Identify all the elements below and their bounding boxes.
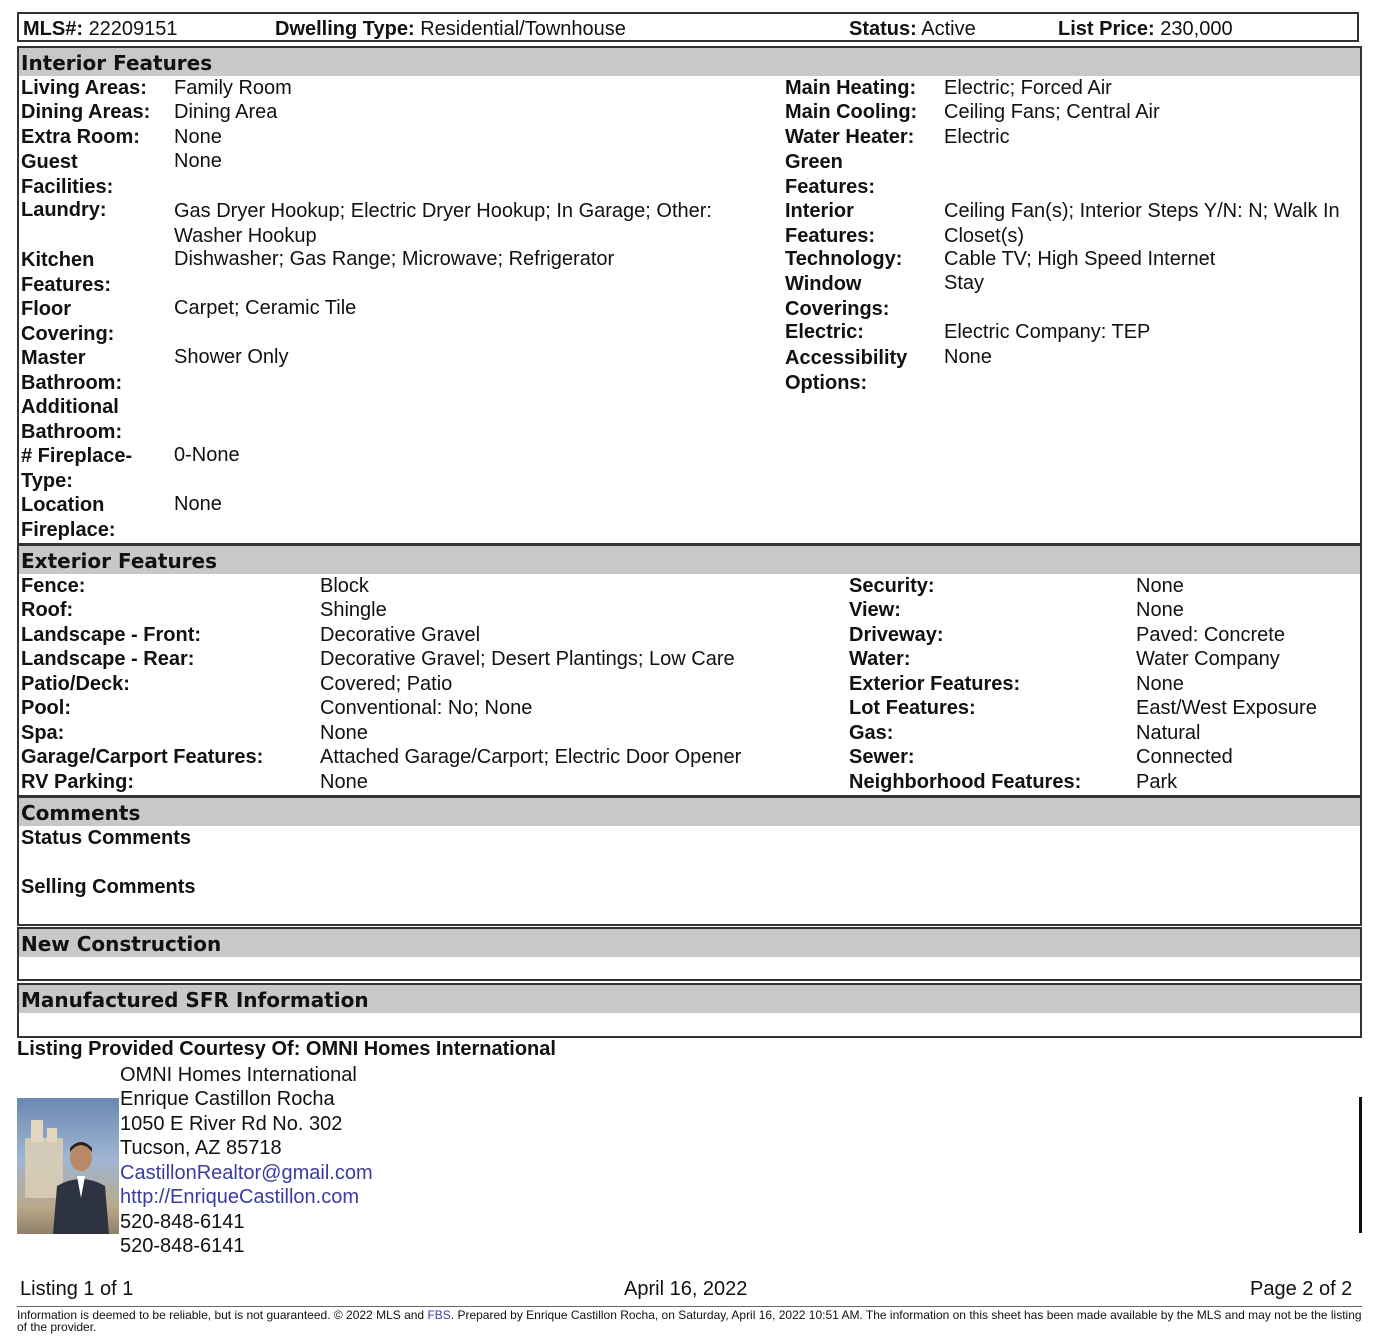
exterior-label: Roof: xyxy=(21,599,74,621)
exterior-label: Driveway: xyxy=(849,624,944,646)
exterior-label: View: xyxy=(849,599,901,621)
agent-photo xyxy=(17,1098,119,1234)
interior-label: Master Bathroom: xyxy=(21,347,123,394)
exterior-label: Gas: xyxy=(849,722,894,744)
interior-label: Main Heating: xyxy=(785,77,917,99)
disclaimer-text: . Prepared by Enrique Castillon Rocha, on Saturday, April 16, 2022 10:51 AM. The information on this sheet has been made available by the MLS and may not be the listing of the provider. xyxy=(17,1308,1362,1334)
section-title: Manufactured SFR Information xyxy=(19,985,1360,1013)
exterior-value: Connected xyxy=(1136,746,1233,768)
agent-photo-art xyxy=(17,1098,119,1234)
interior-label: Technology: xyxy=(785,248,903,270)
disclaimer xyxy=(17,1306,1362,1333)
interior-label: Water Heater: xyxy=(785,126,915,148)
interior-label: Window Coverings: xyxy=(785,273,890,320)
disclaimer-text: Information is deemed to be reliable, but is not guaranteed. © 2022 MLS and xyxy=(17,1308,428,1322)
exterior-label: Garage/Carport Features: xyxy=(21,746,264,768)
section-title: Comments xyxy=(19,798,1360,826)
interior-value: None xyxy=(174,150,222,172)
exterior-value: Shingle xyxy=(320,599,387,621)
interior-features-section xyxy=(17,46,1362,545)
exterior-label: Landscape - Rear: xyxy=(21,648,195,670)
exterior-label: RV Parking: xyxy=(21,771,134,793)
interior-label: Main Cooling: xyxy=(785,101,918,123)
section-title: New Construction xyxy=(19,929,1360,957)
exterior-label: Landscape - Front: xyxy=(21,624,202,646)
exterior-value: Attached Garage/Carport; Electric Door Opener xyxy=(320,746,742,768)
fbs-link[interactable]: FBS xyxy=(427,1308,451,1322)
agent-phone: 520-848-6141 xyxy=(120,1211,245,1233)
interior-label: Additional Bathroom: xyxy=(21,396,123,443)
interior-value: Dining Area xyxy=(174,101,278,123)
interior-label: Accessibility Options: xyxy=(785,347,908,394)
section-title: Interior Features xyxy=(19,48,1360,76)
interior-value: None xyxy=(174,493,222,515)
report-date: April 16, 2022 xyxy=(624,1278,748,1300)
interior-label: Laundry: xyxy=(21,199,107,221)
interior-label: Living Areas: xyxy=(21,77,147,99)
interior-value: Dishwasher; Gas Range; Microwave; Refrigerator xyxy=(174,248,615,270)
interior-value: Carpet; Ceramic Tile xyxy=(174,297,357,319)
mls-number: MLS#: 22209151 xyxy=(23,18,178,40)
exterior-value: Decorative Gravel; Desert Plantings; Low Care xyxy=(320,648,735,670)
interior-value: Electric xyxy=(944,126,1010,148)
interior-label: Interior Features: xyxy=(785,200,876,247)
interior-label: Electric: xyxy=(785,321,864,343)
interior-value: 0-None xyxy=(174,444,240,466)
status-comments-label: Status Comments xyxy=(21,827,192,849)
interior-label: Dining Areas: xyxy=(21,101,151,123)
exterior-value: East/West Exposure xyxy=(1136,697,1317,719)
exterior-value: Block xyxy=(320,575,369,597)
section-title: Exterior Features xyxy=(19,546,1360,574)
exterior-value: None xyxy=(1136,599,1184,621)
exterior-label: Lot Features: xyxy=(849,697,976,719)
exterior-features-section xyxy=(17,544,1362,797)
exterior-label: Exterior Features: xyxy=(849,673,1021,695)
interior-label: Green Features: xyxy=(785,151,876,198)
selling-comments-label: Selling Comments xyxy=(21,876,196,898)
office-name: OMNI Homes International xyxy=(120,1064,357,1086)
listing-counter: Listing 1 of 1 xyxy=(20,1278,134,1300)
dwelling-type: Dwelling Type: Residential/Townhouse xyxy=(275,18,626,40)
exterior-value: Water Company xyxy=(1136,648,1280,670)
comments-section xyxy=(17,796,1362,926)
exterior-value: None xyxy=(1136,673,1184,695)
exterior-label: Neighborhood Features: xyxy=(849,771,1082,793)
listing-courtesy: Listing Provided Courtesy Of: OMNI Homes International xyxy=(17,1038,556,1060)
interior-value: Stay xyxy=(944,272,985,294)
exterior-value: None xyxy=(320,722,368,744)
agent-website-link[interactable]: http://EnriqueCastillon.com xyxy=(120,1186,360,1208)
exterior-label: Water: xyxy=(849,648,911,670)
exterior-label: Spa: xyxy=(21,722,65,744)
interior-value: Cable TV; High Speed Internet xyxy=(944,248,1216,270)
exterior-value: Paved: Concrete xyxy=(1136,624,1285,646)
agent-email-link[interactable]: CastillonRealtor@gmail.com xyxy=(120,1162,373,1184)
listing-header xyxy=(17,12,1359,42)
address-line: 1050 E River Rd No. 302 xyxy=(120,1113,343,1135)
interior-label: # Fireplace-Type: xyxy=(21,445,133,492)
agent-name: Enrique Castillon Rocha xyxy=(120,1088,335,1110)
interior-label: Guest Facilities: xyxy=(21,151,114,198)
interior-label: Extra Room: xyxy=(21,126,140,148)
interior-value: Gas Dryer Hookup; Electric Dryer Hookup; In Garage; Other: Washer Hookup xyxy=(174,200,712,247)
interior-label: Location Fireplace: xyxy=(21,494,116,541)
interior-value: Shower Only xyxy=(174,346,289,368)
divider-bar xyxy=(1359,1097,1362,1233)
interior-label: Floor Covering: xyxy=(21,298,115,345)
interior-value: Ceiling Fan(s); Interior Steps Y/N: N; Walk In Closet(s) xyxy=(944,200,1340,247)
exterior-value: Covered; Patio xyxy=(320,673,453,695)
exterior-label: Pool: xyxy=(21,697,71,719)
interior-label: Kitchen Features: xyxy=(21,249,112,296)
manufactured-sfr-section xyxy=(17,983,1362,1038)
exterior-value: None xyxy=(320,771,368,793)
listing-status: Status: Active xyxy=(849,18,976,40)
list-price: List Price: 230,000 xyxy=(1058,18,1233,40)
exterior-label: Security: xyxy=(849,575,935,597)
interior-value: Electric; Forced Air xyxy=(944,77,1112,99)
exterior-value: Natural xyxy=(1136,722,1201,744)
agent-phone: 520-848-6141 xyxy=(120,1235,245,1257)
exterior-label: Patio/Deck: xyxy=(21,673,130,695)
interior-value: None xyxy=(174,126,222,148)
new-construction-section xyxy=(17,927,1362,981)
interior-value: Electric Company: TEP xyxy=(944,321,1151,343)
interior-value: Ceiling Fans; Central Air xyxy=(944,101,1160,123)
exterior-value: None xyxy=(1136,575,1184,597)
exterior-label: Fence: xyxy=(21,575,86,597)
exterior-value: Decorative Gravel xyxy=(320,624,481,646)
exterior-value: Park xyxy=(1136,771,1178,793)
page-number: Page 2 of 2 xyxy=(1250,1278,1353,1300)
exterior-label: Sewer: xyxy=(849,746,915,768)
interior-value: None xyxy=(944,346,992,368)
exterior-value: Conventional: No; None xyxy=(320,697,533,719)
interior-value: Family Room xyxy=(174,77,292,99)
city-line: Tucson, AZ 85718 xyxy=(120,1137,282,1159)
